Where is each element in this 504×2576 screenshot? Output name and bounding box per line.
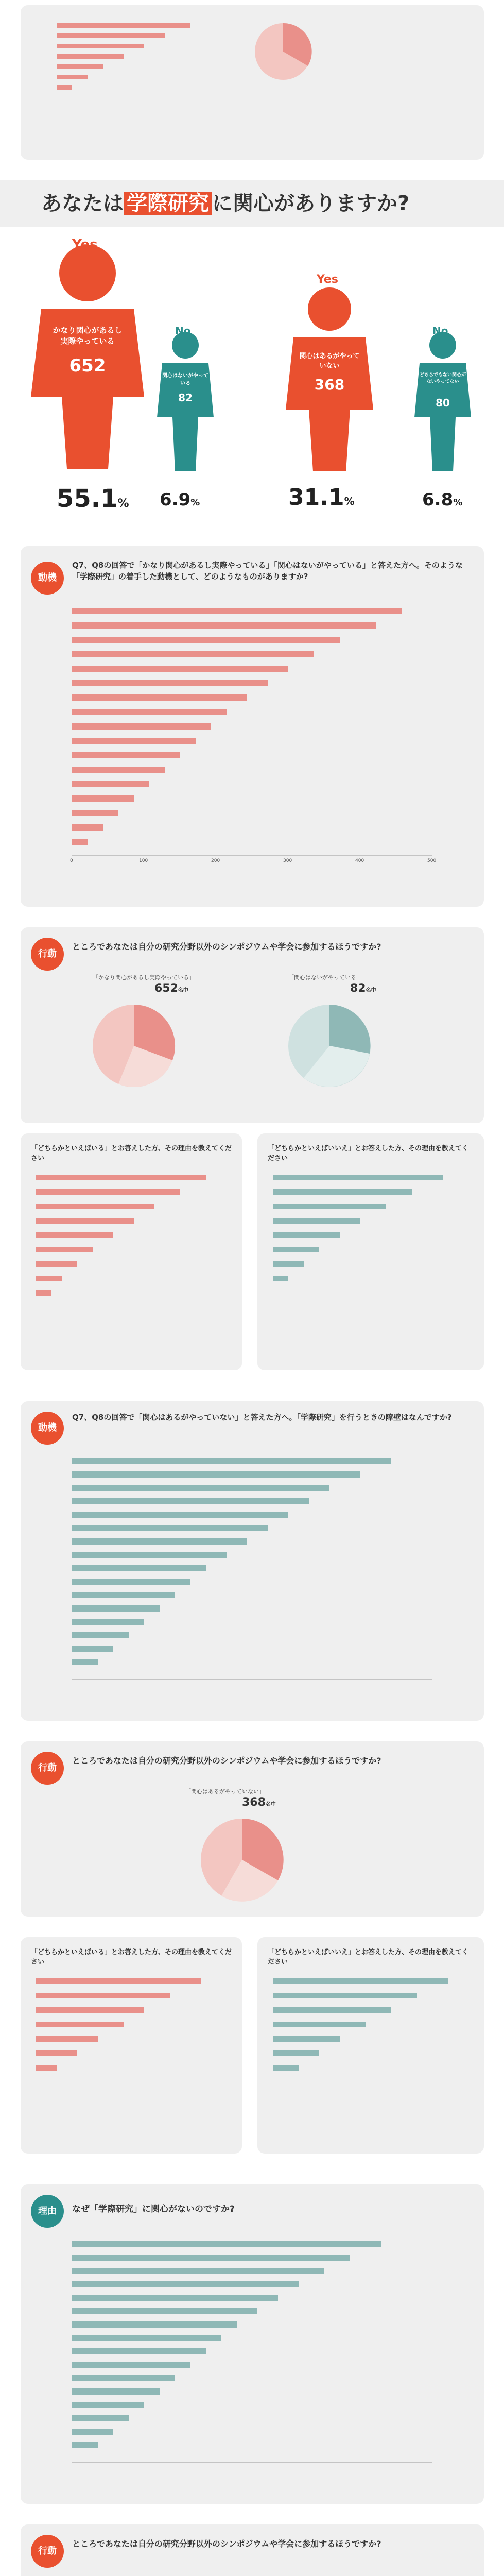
group-count: 80 xyxy=(436,397,450,409)
section-reasons-2 xyxy=(0,1937,504,2164)
figure-group-1 xyxy=(21,227,154,476)
count-value: 652 xyxy=(154,982,178,995)
pie-chart-a xyxy=(88,999,180,1092)
figure-group-4 xyxy=(412,325,474,476)
pie-chart-c xyxy=(196,1814,288,1906)
section-action-3 xyxy=(0,2524,504,2576)
section-question: Q7、Q8の回答で「関心はあるがやっていない」と答えた方へ。「学際研究」を行うときの障壁はなんですか? xyxy=(72,1413,452,1422)
group-1-pct: 55.1% xyxy=(57,484,129,513)
axis-tick: 300 xyxy=(283,858,292,863)
group-count: 652 xyxy=(69,355,106,376)
section-reasons-1 xyxy=(0,1133,504,1381)
section-question: Q7、Q8の回答で「かなり関心があるし実際やっている」「関心はないがやっている」と答えた方へ。そのような「学際研究」の着手した動機として、どのようなものがありますか? xyxy=(72,561,463,581)
group-answer: No xyxy=(432,325,448,337)
section-badge: 動機 xyxy=(31,1412,64,1445)
section-badge: 動機 xyxy=(31,562,64,595)
barrier-bar-chart xyxy=(72,1458,463,1705)
section-badge: 行動 xyxy=(31,938,64,971)
group-label: かなり関心があるし実際やっている xyxy=(53,326,123,346)
axis-tick: 500 xyxy=(427,858,437,863)
main-question xyxy=(41,190,409,217)
question-suffix: に関心がありますか? xyxy=(212,192,410,215)
pie-count xyxy=(350,982,376,995)
group-label: 関心はないがやっている xyxy=(162,373,208,386)
section-badge: 行動 xyxy=(31,1752,64,1785)
group-2-pct: 6.9% xyxy=(160,489,200,510)
axis-tick: 400 xyxy=(355,858,364,863)
group-answer: Yes xyxy=(317,273,338,286)
group-answer: No xyxy=(175,325,191,337)
count-value: 82 xyxy=(350,982,366,995)
section-question: ところであなたは自分の研究分野以外のシンポジウムや学会に参加するほうですか? xyxy=(72,2539,381,2549)
count-unit: 名中 xyxy=(366,988,376,993)
reason-question: 「どちらかといえばいいえ」とお答えした方、その理由を教えてください xyxy=(268,1145,469,1162)
section-action-2 xyxy=(0,1741,504,1927)
why-not-bar-chart xyxy=(72,2241,463,2488)
pct-value: 55.1 xyxy=(57,484,118,513)
motive-bar-chart xyxy=(72,608,463,876)
person-icon xyxy=(21,227,154,474)
count-value: 368 xyxy=(242,1796,266,1809)
axis-tick: 0 xyxy=(70,858,73,863)
pie-label: 「かなり関心があるし実際やっている」 xyxy=(93,974,195,981)
section-barriers xyxy=(0,1401,504,1731)
reason-bars-left xyxy=(36,1175,232,1340)
axis-tick: 200 xyxy=(211,858,220,863)
group-3-pct: 31.1% xyxy=(288,484,355,511)
section-question: ところであなたは自分の研究分野以外のシンポジウムや学会に参加するほうですか? xyxy=(72,942,381,952)
count-unit: 名中 xyxy=(178,988,188,993)
group-answer: Yes xyxy=(72,237,98,252)
pct-value: 6.8 xyxy=(422,489,454,510)
reason-question: 「どちらかといえばいる」とお答えした方、その理由を教えてください xyxy=(31,1145,232,1162)
count-unit: 名中 xyxy=(265,1802,276,1807)
reason-bars-left xyxy=(36,1978,232,2133)
reason-question: 「どちらかといえばいる」とお答えした方、その理由を教えてください xyxy=(31,1948,232,1966)
pie-count xyxy=(242,1796,276,1809)
pie-count xyxy=(154,982,188,995)
section-question: なぜ「学際研究」に関心がないのですか? xyxy=(72,2204,235,2214)
question-highlight: 学際研究 xyxy=(124,192,212,215)
group-label: 関心はあるがやっていない xyxy=(299,352,360,370)
pct-value: 31.1 xyxy=(288,484,344,511)
top-section xyxy=(0,0,504,175)
group-count: 368 xyxy=(314,376,345,393)
reason-bars-right xyxy=(273,1175,468,1340)
question-prefix: あなたは xyxy=(41,192,124,215)
people-figures xyxy=(0,227,504,541)
section-badge: 行動 xyxy=(31,2535,64,2568)
pct-value: 6.9 xyxy=(160,489,191,510)
group-count: 82 xyxy=(178,392,193,404)
section-badge: 理由 xyxy=(31,2195,64,2228)
figure-group-2 xyxy=(154,325,216,476)
top-pie-chart xyxy=(247,15,319,88)
reason-question: 「どちらかといえばいいえ」とお答えした方、その理由を教えてください xyxy=(268,1948,469,1966)
section-panel xyxy=(21,2524,484,2576)
pie-label: 「関心はないがやっている」 xyxy=(288,974,362,981)
figure-group-3 xyxy=(278,273,381,476)
pie-chart-b xyxy=(283,999,376,1092)
pie-label: 「関心はあるがやっていない」 xyxy=(185,1788,265,1795)
section-action-1 xyxy=(0,927,504,1133)
top-bars xyxy=(36,21,221,144)
section-why-not xyxy=(0,2184,504,2514)
axis-tick: 100 xyxy=(139,858,148,863)
group-4-pct: 6.8% xyxy=(422,489,463,510)
reason-bars-right xyxy=(273,1978,468,2133)
person-icon xyxy=(278,273,381,474)
group-label: どちらでもない関心がないやってない xyxy=(420,372,466,384)
section-motive-1 xyxy=(0,546,504,917)
main-question-banner xyxy=(0,180,504,227)
section-question: ところであなたは自分の研究分野以外のシンポジウムや学会に参加するほうですか? xyxy=(72,1756,381,1766)
